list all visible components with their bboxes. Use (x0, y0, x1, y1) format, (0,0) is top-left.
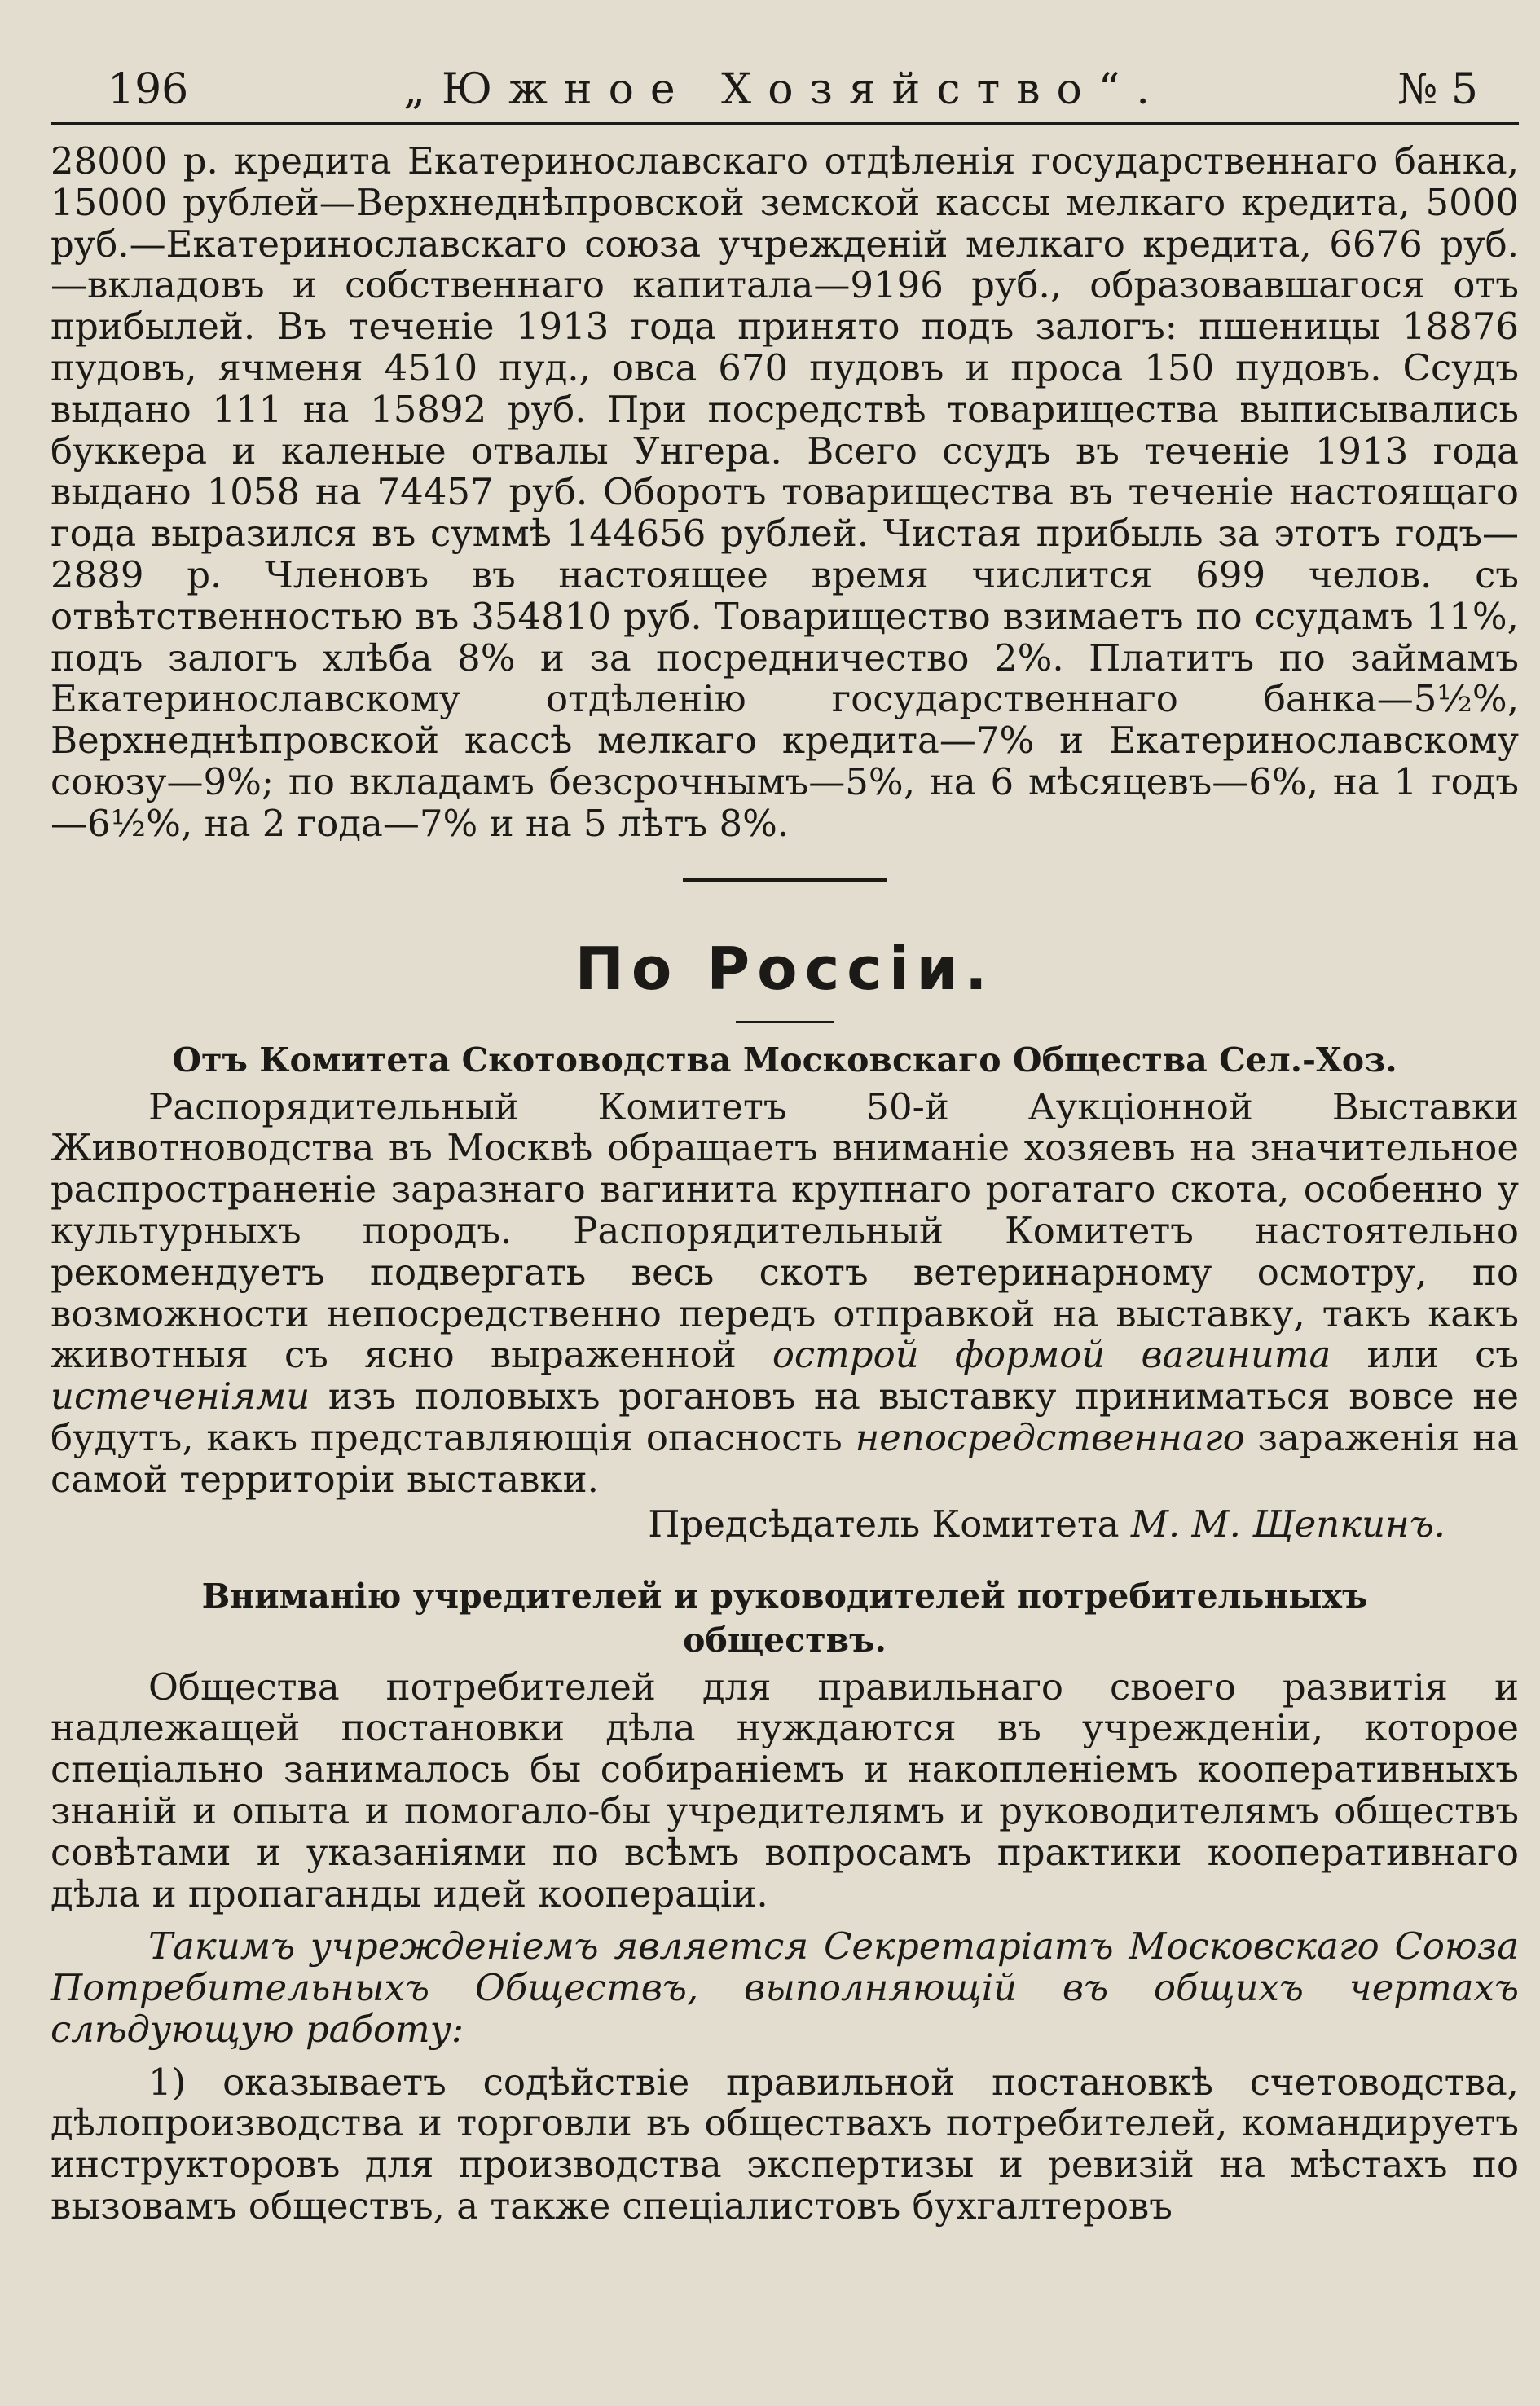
article-text-part: Распорядительный Комитетъ 50-й Аукціонной Выставки Животноводства въ Москвѣ обращаетъ вниманіе хозяевъ на значительное распространеніе заразнаго вагинита крупнаго рогатаго скота, особенно у культурныхъ породъ. Распорядительный Комитетъ настоятельно рекомендуетъ подвергать весь скотъ ветеринарному осмотру, по возможности непосредственно передъ отправкой на выставку, такъ какъ животныя съ ясно выраженной (51, 1084, 1519, 1377)
article-text-part: изъ половыхъ рогановъ на выставку приниматься вовсе не будутъ, какъ представляющія опасность (51, 1375, 1519, 1459)
title-underline (736, 1021, 834, 1023)
article-text-part: зараженія на самой территоріи выставки. (51, 1415, 1519, 1501)
italic-phrase-discharges: истеченіями (51, 1375, 310, 1419)
running-head (51, 57, 1519, 125)
journal-title: „Южное Хозяйство“. (403, 65, 1166, 114)
signature-line (51, 1501, 1519, 1548)
consumer-societies-paragraph-3: 1) оказываетъ содѣйствіе правильной постановкѣ счетоводства, дѣлопроизводства и торговли въ обществахъ потребителей, командируетъ инструкторовъ для производства экспертизы и ревизій на мѣстахъ по вызовамъ обществъ, а также спеціалистовъ бухгалтеровъ (51, 2060, 1519, 2228)
consumer-societies-paragraph-2: Такимъ учрежденіемъ является Секретаріатъ Московскаго Союза Потребительныхъ Обществъ, выполняющій въ общихъ чертахъ слѣдующую работу: (51, 1924, 1519, 2051)
signature-name: М. М. Щепкинъ. (1130, 1502, 1445, 1546)
issue-number: № 5 (1397, 65, 1478, 114)
section-divider (683, 878, 887, 882)
article-text-part: или съ (1331, 1333, 1519, 1377)
section-title: По Россіи. (574, 934, 995, 1003)
consumer-societies-paragraph-1: Общества потребителей для правильнаго своего развитія и надлежащей постановки дѣла нуждаются въ учрежденіи, которое спеціально занималось бы собираніемъ и накопленіемъ кооперативныхъ знаній и опыта и помогало-бы учредителямъ и руководителямъ обществъ совѣтами и указаніями по всѣмъ вопросамъ практики кооперативнаго дѣла и пропаганды идей коопераціи. (51, 1665, 1519, 1916)
signature-role: Предсѣдатель Комитета (648, 1502, 1131, 1546)
article-heading-consumer-societies (51, 1574, 1519, 1662)
article-body-livestock-committee (51, 1084, 1519, 1501)
italic-phrase-acute-form: острой формой вагинита (772, 1333, 1331, 1377)
intro-paragraph: 28000 р. кредита Екатеринославскаго отдѣленія государственнаго банка, 15000 рублей—Верхнеднѣпровской земской кассы мелкаго кредита, 5000 руб.—Екатеринославскаго союза учрежденій мелкаго кредита, 6676 руб.—вкладовъ и собственнаго капитала—9196 руб., образовавшагося отъ прибылей. Въ теченіе 1913 года принято подъ залогъ: пшеницы 18876 пудовъ, ячменя 4510 пуд., овса 670 пудовъ и проса 150 пудовъ. Ссудъ выдано 111 на 15892 руб. При посредствѣ товарищества выписывались буккера и каленые отвалы Унгера. Всего ссудъ въ теченіе 1913 года выдано 1058 на 74457 руб. Оборотъ товарищества въ теченіе настоящаго года выразился въ суммѣ 144656 рублей. Чистая прибыль за этотъ годъ—2889 р. Членовъ въ настоящее время числится 699 челов. съ отвѣтственностью въ 354810 руб. Товарищество взимаетъ по ссудамъ 11%, подъ залогъ хлѣба 8% и за посредничество 2%. Платитъ по займамъ Екатеринославскому отдѣленію государственнаго банка—5½%, Верхнеднѣпровской кассѣ мелкаго кредита—7% и Екатеринославскому союзу—9%; по вкладамъ безсрочнымъ—5%, на 6 мѣсяцевъ—6%, на 1 годъ—6½%, на 2 года—7% и на 5 лѣтъ 8%. (51, 139, 1519, 845)
page-number: 196 (108, 65, 189, 114)
heading-line-2: обществъ. (683, 1620, 887, 1660)
italic-phrase-direct: непосредственнаго (855, 1415, 1245, 1459)
heading-line-1: Вниманію учредителей и руководителей потребительныхъ (201, 1576, 1368, 1616)
article-heading-livestock-committee: Отъ Комитета Скотоводства Московскаго Общества Сел.-Хоз. (172, 1040, 1397, 1080)
